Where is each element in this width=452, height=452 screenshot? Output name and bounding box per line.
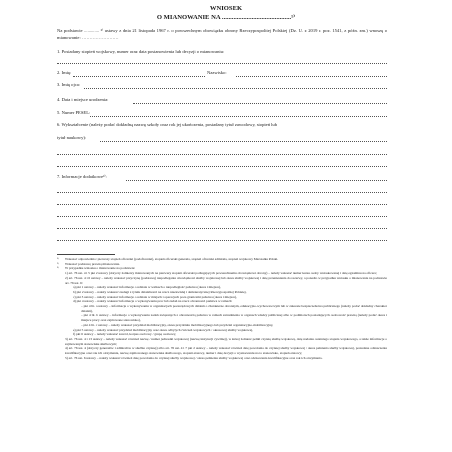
footnote-item	[57, 304, 387, 313]
education-field-line-3[interactable]	[57, 166, 387, 167]
footnote-item	[57, 337, 387, 346]
footnote-text: 5) art. 76 ust. 6 ustawy – należy wskazać również datę powołania do czynnej służby wojskowej / okres pełnienia służby wojskowej oraz odznaczenia kwalifikacyjne oraz rok ich otrzymania.	[65, 355, 323, 360]
additional-info-line-2[interactable]	[57, 192, 387, 193]
item-4-label: 4. Data i miejsce urodzenia:	[57, 97, 109, 102]
footnote-text: f) pkt 6 ustawy – należy wskazać zawód, korpus osobowy / grupę osobową;	[73, 332, 176, 337]
footnote: ¹⁾ Wskazać odpowiednio: pierwszy stopień oficerski (podoficerski), stopień oficerski generała, stopień oficerski admirała, stopień wojskowy Marszałka Polski.	[57, 257, 387, 262]
item-5-label: 5. Numer PESEL:	[57, 110, 91, 115]
surname-field[interactable]	[236, 76, 387, 77]
item-7-label: 7. Informacje dodatkowe³⁾:	[57, 174, 107, 179]
footnote-text: Wskazać odpowiednio: pierwszy stopień oficerski (podoficerski), stopień oficerski generała, stopień oficerski admirała, stopień wojskowy Marszałka Polski.	[65, 257, 279, 261]
education-field-line-2[interactable]	[57, 154, 387, 155]
first-name-field[interactable]	[73, 76, 205, 77]
footnote-text: W przypadku wniosku o mianowanie na podstawie:	[65, 266, 136, 271]
footnote-separator	[57, 254, 115, 255]
document-subtitle: O MIANOWANIE NA ..........................................¹⁾	[156, 14, 296, 21]
footnote-item	[57, 276, 387, 285]
footnote-text: – pkt 4 lit. c ustawy – należy wskazać przydział mobilizacyjny, okres przydziału mobilizacyjnego lub przydział organizacyjno-mobilizacyjny,	[81, 322, 274, 327]
footnote-text: e) pkt 5 ustawy – należy wskazać przydział mobilizacyjny oraz okres odbytych ćwiczeń wojskowych / okresowej służby wojskowej,	[73, 327, 254, 332]
additional-info-line-5[interactable]	[57, 228, 387, 229]
pesel-field[interactable]	[90, 116, 387, 117]
footnote-text: 4) art. 76 ust. 4 (dotyczy generałów i admirałów w służbie czynnej) albo art. 76 ust. 4 i 7 pkt 2 ustawy – należy wskazać również datę powołania do czynnej służby wojskowej / okres pełnienia służby wojskowej, posiadane odznaczenia kwalifikacyjne oraz rok ich otrzymania, nazwę zajmowanego stanowiska służbowego, stopień etatowy, numer i datę decyzji o wyznaczeniu na to stanowisko, stopień etatowy;	[65, 346, 387, 356]
footnote-text: 3) art. 76 ust. 4 i 13 ustawy – należy wskazać również nazwę / numer jednostki wojskowej (nazwę instytucji cywilnej), w której żołnierz pełnił czynną służbę wojskową, datę nadania ostatniego stopnia wojskowego, a także informacje o zajmowanym stanowisku służbowym;	[65, 336, 387, 346]
footnote-text: b) pkt 2 ustawy – należy wskazać zasługi z tytułu działalności na rzecz niezawisłej i demokratycznej Rzeczypospolitej Polskiej,	[73, 289, 247, 294]
item-1-field[interactable]	[57, 63, 387, 64]
footnote-item	[57, 356, 387, 361]
item-1-label: 1. Posiadany stopień wojskowy, numer oraz data postanowienia lub decyzji o mianowaniu:	[57, 49, 225, 54]
additional-info-line-6[interactable]	[57, 240, 387, 241]
item-6-label: 6. Wykształcenie (należy podać dokładną nazwę szkoły oraz rok jej ukończenia, posiadany tytuł zawodowy, stopień lub	[57, 122, 278, 127]
item-3-label: 3. Imię ojca:	[57, 82, 81, 87]
additional-info-line-3[interactable]	[57, 204, 387, 205]
item-6-label-cont: tytuł naukowy):	[57, 135, 87, 140]
item-2-label: 2. Imię:	[57, 70, 72, 75]
footnote-text: 2) art. 76 ust. 4 i 6 ustawy – należy wskazać przyczynę (podstawę) niepodlegania obowiązkowi służby wojskowej lub okres służby wojskowej i datę przeniesienia do rezerwy, a ponadto w przypadku wniosku o mianowanie na podstawie art. 76 ust. 6:	[65, 275, 387, 285]
item-2-label-surname: Nazwisko:	[207, 70, 227, 75]
footnotes	[57, 257, 387, 360]
footnote-text: d) pkt 4 ustawy – należy wskazać informacje o wykonywaniu prac lub zadań na rzecz obronności państwa w ramach:	[73, 299, 233, 304]
footnote-text: – pkt 4 lit. a ustawy – informacje o wykonywaniu w organizacjach pozarządowych działań o charakterze obronnym, edukacyjno-wychowawczym lub w zakresie bezpieczeństwa publicznego (należy podać dokładny charakter działań),	[81, 304, 387, 313]
birth-date-place-field[interactable]	[133, 103, 387, 104]
father-name-field[interactable]	[84, 88, 387, 89]
footnote-text: Wskazać podstawę prawną mianowania.	[65, 261, 120, 266]
footnote: ³⁾ W przypadku wniosku o mianowanie na podstawie:	[57, 266, 387, 271]
footnote-text: 1) art. 76 ust. 4 i 5 pkt 2 ustawy (dotyczy żołnierzy mianowanych na pierwszy stopień oficerski podlegających powszechnemu obowiązkowi obrony) – należy wskazać numer kursu osoby wnioskowanej i datę egzaminu na oficera;	[65, 271, 377, 276]
intro-paragraph: Na podstawie ............. ²⁾ ustawy z dnia 21 listopada 1967 r. o powszechnym obowiązku obrony Rzeczypospolitej Polskiej (Dz. U. z 2019 r. poz. 1541, z późn. zm.) wnoszę o mianowanie: ……………………	[57, 28, 387, 40]
footnote-text: c) pkt 3 ustawy – należy wskazać informacje o udziale w misjach i operacjach poza granicami państwa (okres i miejsce),	[73, 294, 238, 299]
footnote-item	[57, 313, 387, 322]
footnote-text: – pkt 4 lit. b ustawy – informacje o wykonywaniu zadań związanych z obronnością państwa w ramach zatrudnienia w organach władzy publicznej albo w podmiotach posiadających osobowość prawną (należy podać okres i miejsce pracy oraz zajmowane stanowisko),	[81, 313, 387, 323]
education-field-line-1[interactable]	[100, 141, 387, 142]
footnote-item	[57, 346, 387, 355]
footnote-text: a) pkt 1 ustawy – należy wskazać informacje o udziale w walkach o niepodległość państwa (okres i miejsce),	[73, 285, 222, 290]
additional-info-line-1[interactable]	[126, 180, 387, 181]
footnote: ²⁾ Wskazać podstawę prawną mianowania.	[57, 262, 387, 267]
document-title: WNIOSEK	[209, 5, 243, 12]
additional-info-line-4[interactable]	[57, 216, 387, 217]
